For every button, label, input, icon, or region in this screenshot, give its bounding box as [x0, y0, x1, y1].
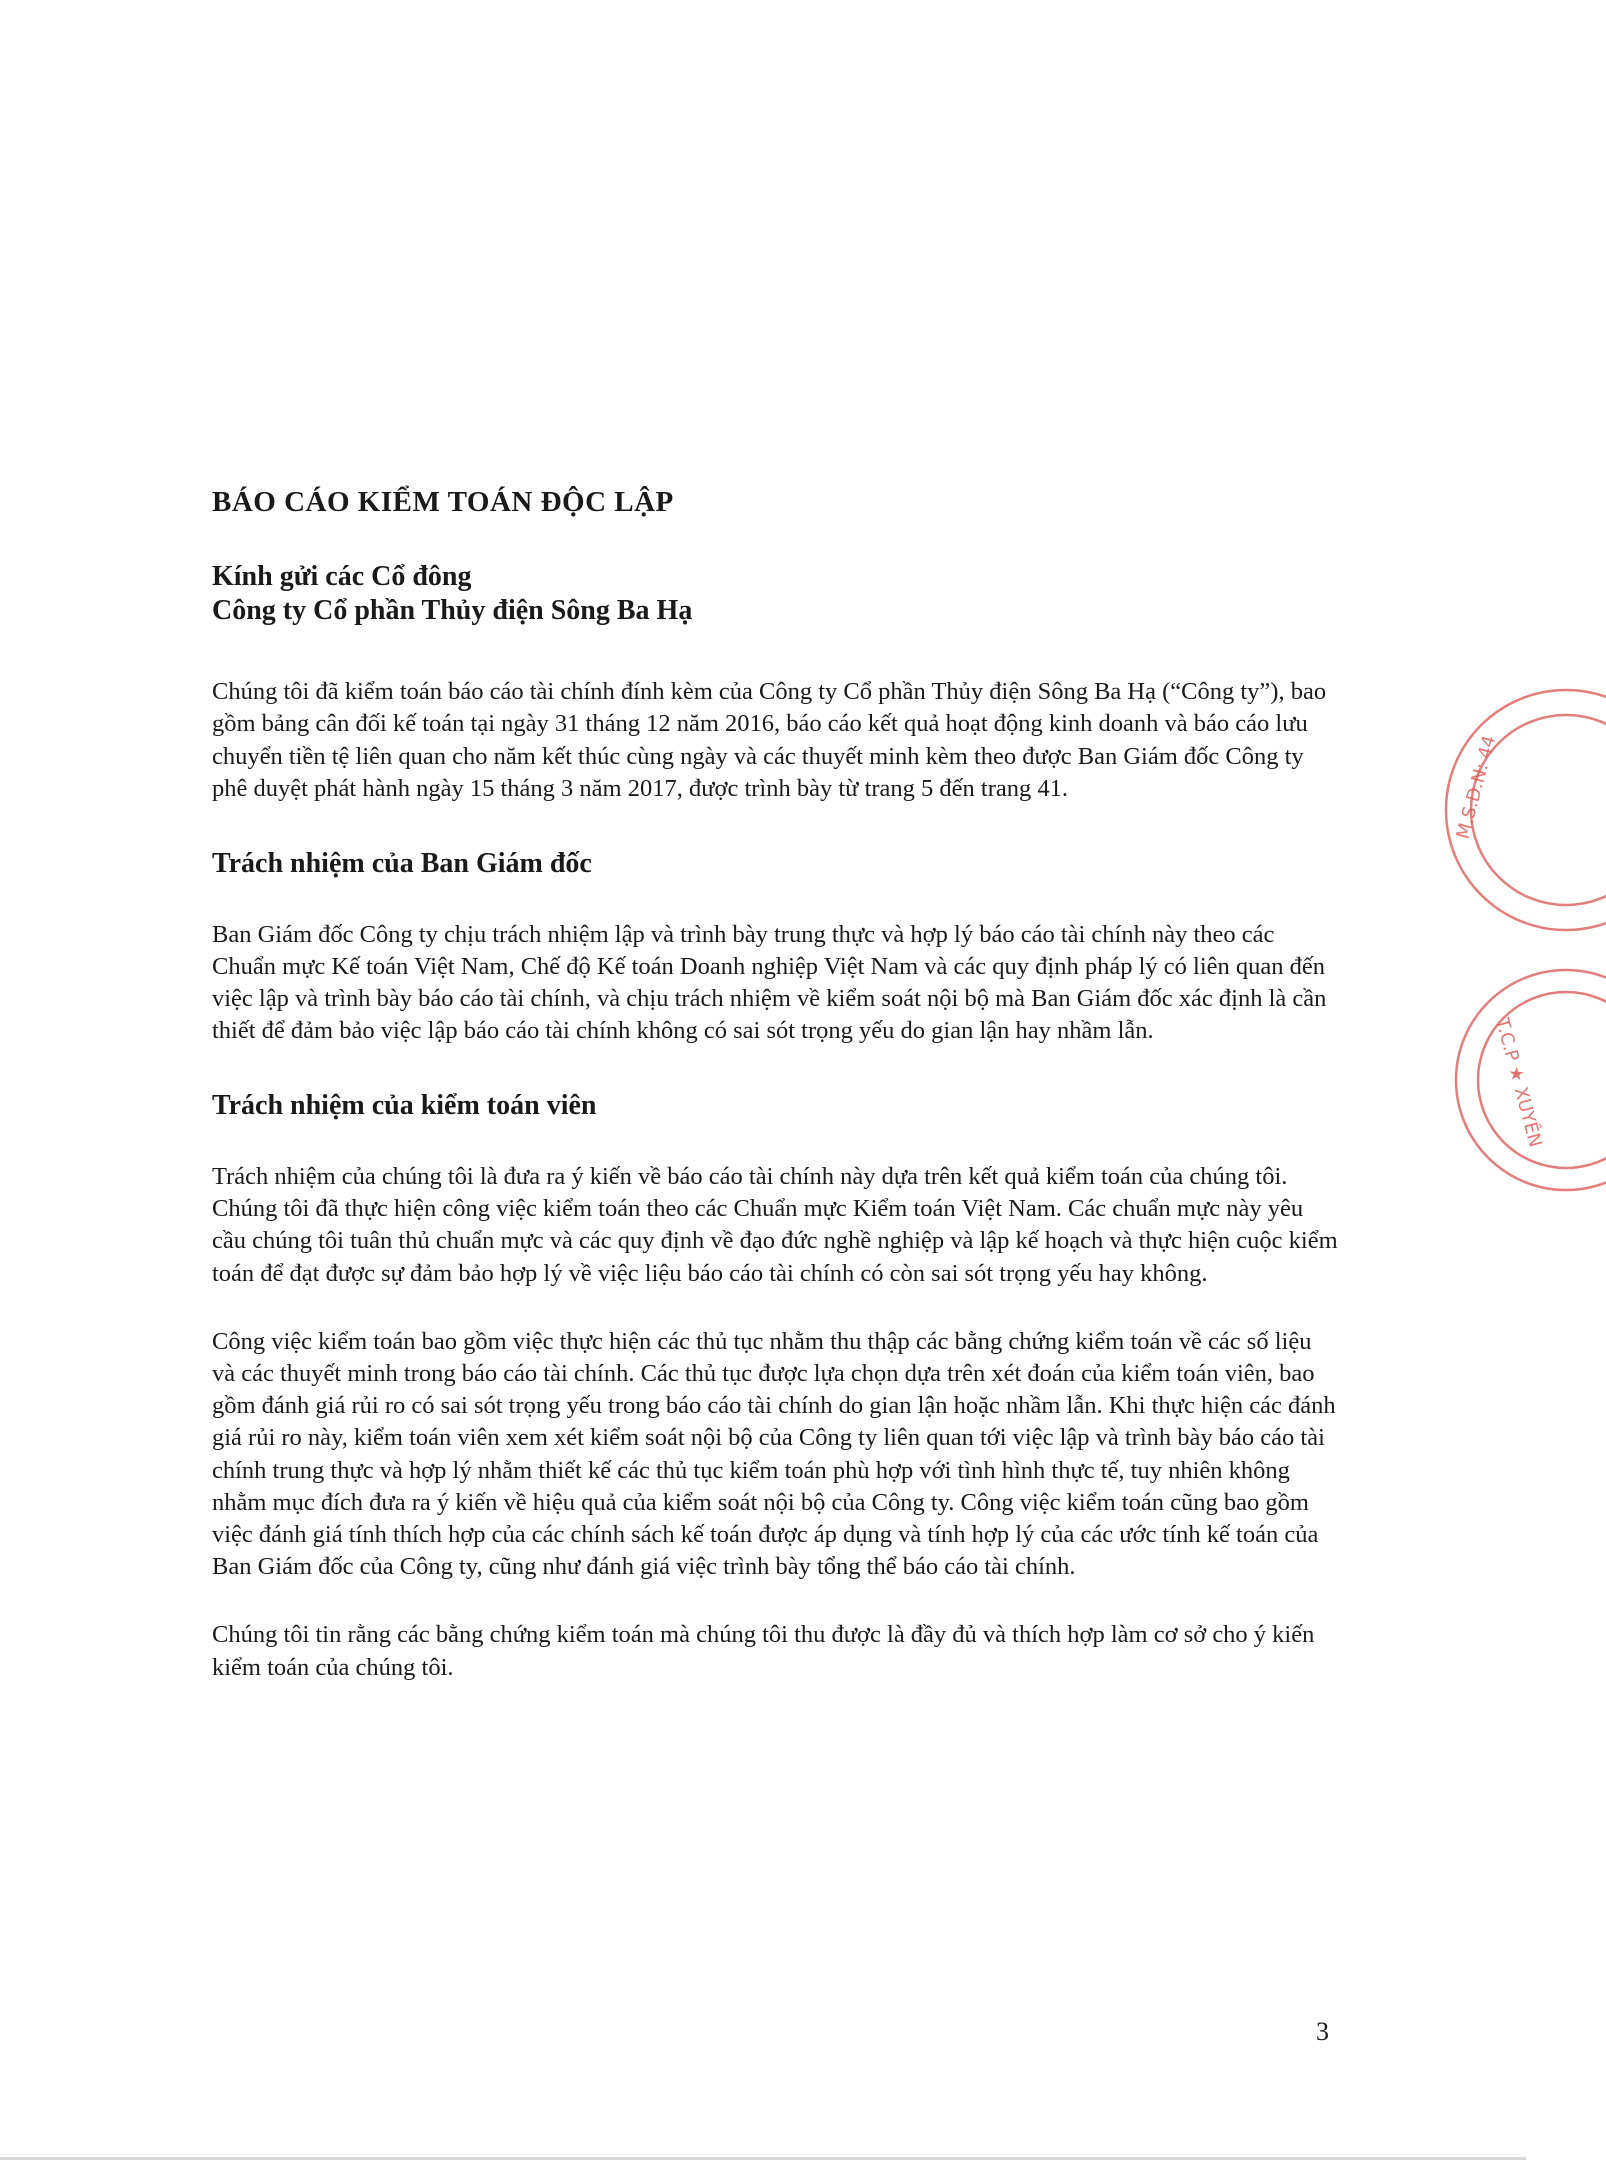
addressee-block — [212, 560, 1340, 628]
auditor-paragraph-3: Chúng tôi tin rằng các bằng chứng kiểm toán mà chúng tôi thu được là đầy đủ và thích hợp làm cơ sở cho ý kiến kiểm toán của chúng tôi. — [212, 1621, 1315, 1681]
addressee-line-2: Công ty Cổ phần Thủy điện Sông Ba Hạ — [212, 594, 693, 626]
document-body — [212, 485, 1340, 1720]
document-title: BÁO CÁO KIỂM TOÁN ĐỘC LẬP — [212, 486, 674, 518]
section-heading-auditor: Trách nhiệm của kiểm toán viên — [212, 1090, 597, 1122]
page-number: 3 — [1316, 2017, 1329, 2046]
intro-paragraph: Chúng tôi đã kiểm toán báo cáo tài chính đính kèm của Công ty Cổ phần Thủy điện Sông Ba Hạ (“Công ty”), bao gồm bảng cân đối kế toán tại ngày 31 tháng 12 năm 2016, báo cáo kết quả hoạt động kinh doanh và báo cáo lưu chuyển tiền tệ liên quan cho năm kết thúc cùng ngày và các thuyết minh kèm theo được Ban Giám đốc Công ty phê duyệt phát hành ngày 15 tháng 3 năm 2017, được trình bày từ trang 5 đến trang 41. — [212, 678, 1327, 802]
section-heading-management: Trách nhiệm của Ban Giám đốc — [212, 847, 592, 879]
auditor-paragraph-2: Công việc kiểm toán bao gồm việc thực hiện các thủ tục nhằm thu thập các bằng chứng kiểm toán về các số liệu và các thuyết minh trong báo cáo tài chính. Các thủ tục được lựa chọn dựa trên xét đoán của kiểm toán viên, bao gồm đánh giá rủi ro có sai sót trọng yếu trong báo cáo tài chính do gian lận hoặc nhầm lẫn. Khi thực hiện các đánh giá rủi ro này, kiểm toán viên xem xét kiểm soát nội bộ của Công ty liên quan tới việc lập và trình bày báo cáo tài chính trung thực và hợp lý nhằm thiết kế các thủ tục kiểm toán phù hợp với tình hình thực tế, tuy nhiên không nhằm mục đích đưa ra ý kiến về hiệu quả của kiểm soát nội bộ của Công ty. Công việc kiểm toán cũng bao gồm việc đánh giá tính thích hợp của các chính sách kế toán được áp dụng và tính hợp lý của các ước tính kế toán của Ban Giám đốc của Công ty, cũng như đánh giá việc trình bày tổng thể báo cáo tài chính. — [212, 1327, 1336, 1581]
addressee-line-1: Kính gửi các Cổ đông — [212, 560, 472, 592]
stamp-text-lower: T.C.P ★ XUYÊN — [1491, 1015, 1546, 1150]
stamp-text-upper: M.S.D.N: 44 — [1452, 733, 1501, 842]
company-seal-stamp-icon — [1406, 690, 1606, 1210]
management-paragraph: Ban Giám đốc Công ty chịu trách nhiệm lập và trình bày trung thực và hợp lý báo cáo tài chính này theo các Chuẩn mực Kế toán Việt Nam, Chế độ Kế toán Doanh nghiệp Việt Nam và các quy định pháp lý có liên quan đến việc lập và trình bày báo cáo tài chính, và chịu trách nhiệm về kiểm soát nội bộ mà Ban Giám đốc xác định là cần thiết để đảm bảo việc lập báo cáo tài chính không có sai sót trọng yếu do gian lận hay nhầm lẫn. — [212, 920, 1327, 1045]
auditor-paragraph-1: Trách nhiệm của chúng tôi là đưa ra ý kiến về báo cáo tài chính này dựa trên kết quả kiểm toán của chúng tôi. Chúng tôi đã thực hiện công việc kiểm toán theo các Chuẩn mực Kiểm toán Việt Nam. Các chuẩn mực này yêu cầu chúng tôi tuân thủ chuẩn mực và các quy định về đạo đức nghề nghiệp và lập kế hoạch và thực hiện cuộc kiểm toán để đạt được sự đảm bảo hợp lý về việc liệu báo cáo tài chính có còn sai sót trọng yếu hay không. — [212, 1162, 1338, 1287]
